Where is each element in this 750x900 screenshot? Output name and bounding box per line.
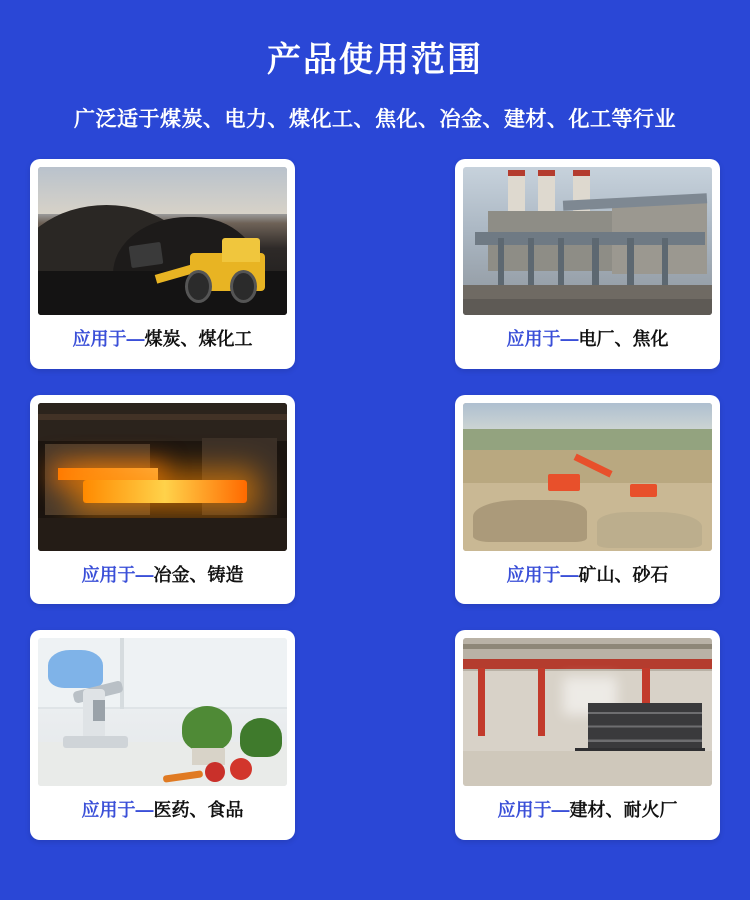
card-caption xyxy=(38,565,287,587)
application-card[interactable] xyxy=(455,395,720,605)
card-caption xyxy=(463,565,712,587)
application-card[interactable] xyxy=(455,630,720,840)
application-card-grid xyxy=(30,159,720,840)
foundry-hot-metal-image xyxy=(38,403,287,551)
steel-warehouse-image xyxy=(463,638,712,786)
card-caption-lead: 应用于— xyxy=(81,800,154,821)
coal-pile-loader-image xyxy=(38,167,287,315)
card-caption-lead: 应用于— xyxy=(81,564,154,585)
card-caption-main: 煤炭、煤化工 xyxy=(144,328,253,349)
card-caption-main: 建材、耐火厂 xyxy=(569,800,678,821)
card-caption-lead: 应用于— xyxy=(506,328,579,349)
application-card[interactable] xyxy=(455,159,720,369)
application-card[interactable] xyxy=(30,159,295,369)
card-caption-main: 电厂、焦化 xyxy=(578,328,669,349)
page-subtitle: 广泛适于煤炭、电力、煤化工、焦化、冶金、建材、化工等行业 xyxy=(74,107,676,131)
card-caption xyxy=(38,329,287,351)
card-caption-main: 冶金、铸造 xyxy=(153,564,244,585)
power-plant-image xyxy=(463,167,712,315)
card-caption xyxy=(38,800,287,822)
application-card[interactable] xyxy=(30,395,295,605)
page-title: 产品使用范围 xyxy=(267,41,483,79)
card-caption-main: 矿山、砂石 xyxy=(578,564,669,585)
application-card[interactable] xyxy=(30,630,295,840)
card-caption-lead: 应用于— xyxy=(497,800,570,821)
card-caption xyxy=(463,329,712,351)
card-caption-main: 医药、食品 xyxy=(153,800,244,821)
card-caption-lead: 应用于— xyxy=(506,564,579,585)
card-caption xyxy=(463,800,712,822)
lab-microscope-vegetables-image xyxy=(38,638,287,786)
card-caption-lead: 应用于— xyxy=(72,328,145,349)
mine-quarry-excavator-image xyxy=(463,403,712,551)
